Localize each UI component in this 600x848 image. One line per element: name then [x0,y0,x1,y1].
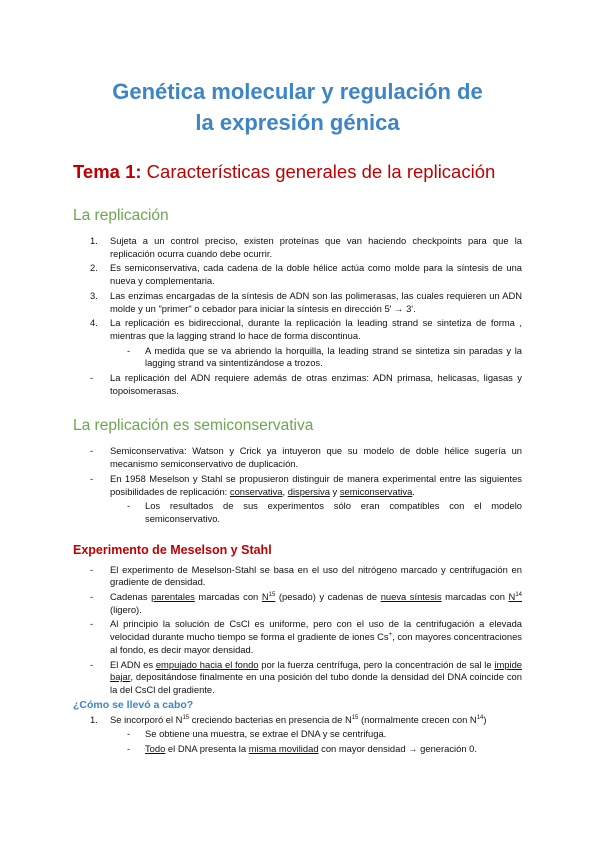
text-run: Se incorporó el N [110,713,183,725]
como-list [73,714,522,756]
dash-marker: - [90,563,94,575]
dash-marker: - [127,728,131,740]
list-item [73,564,522,589]
list-item-text: La replicación del ADN requiere además de otras enzimas: ADN primasa, helicasas, ligasas y topoisomerasas. [110,372,522,396]
document-title-line-2: la expresión génica [195,110,400,135]
list-item-text: Se obtiene una muestra, se extrae el DNA y se centrifuga. [145,728,387,740]
list-item [73,445,522,470]
section-heading-replicacion: La replicación [73,207,169,224]
text-run: , con mayores concentraciones al fondo, es decir mayor densidad. [110,631,522,655]
dash-marker: - [90,472,94,484]
sub-list-item [73,500,522,525]
underlined-term: semiconservativa [339,485,413,497]
text-run: y [329,485,340,497]
subsection-heading-meselson: Experimento de Meselson y Stahl [73,542,272,557]
text-run: por la fuerza centrífuga, pero la concentración de sal le [258,658,495,670]
subsection-heading-como: ¿Cómo se llevó a cabo? [73,698,194,711]
list-item [73,372,522,397]
text-run: ) [483,713,487,725]
text-run: (pesado) y cadenas de [275,591,381,603]
superscript: 15 [268,591,276,598]
text-run: El ADN es [110,658,156,670]
text-run: (normalmente crecen con N [358,713,477,725]
text-run: marcadas con [441,591,509,603]
document-title-line-1: Genética molecular y regulación de [112,79,483,104]
list-item-text: Es semiconservativa, cada cadena de la doble hélice actúa como molde para la síntesis de una nueva y complementaria. [110,262,522,287]
superscript: 15 [351,714,359,721]
text-run: N [261,591,269,603]
underlined-term: parentales [151,591,195,603]
dash-marker: - [90,658,94,670]
text-run: Al principio la solución de CsCl es uniforme, pero con el uso de la centrifugación a elevada velocidad durante mucho tiempo se forma el gradiente de iones Cs [110,618,522,643]
dash-marker: - [90,445,94,457]
chapter-label: Tema 1: [73,161,142,182]
list-number: 2. [90,262,98,274]
dash-marker: - [127,500,131,512]
chapter-title: Características generales de la replicación [141,161,496,182]
list-item-text: Semiconservativa: Watson y Crick ya intuyeron que su modelo de doble hélice sugería un mecanismo semiconservativo de duplicación. [110,445,522,470]
dash-marker: - [127,344,131,356]
list-number: 1. [90,235,98,246]
text-run: , depositándose finalmente en una posición del tubo donde la densidad del DNA coincide con la del CsCl del gradiente. [110,671,522,695]
list-item [73,591,522,616]
list-item [73,317,522,342]
underlined-term: Todo [145,743,166,755]
underlined-term: misma movilidad [248,743,319,755]
underlined-term [262,591,275,602]
list-item [73,618,522,656]
chapter-heading [73,159,522,184]
text-run: marcadas con [194,591,262,603]
underlined-term [509,591,522,602]
dash-marker: - [90,618,94,630]
sub-list-item [73,728,522,741]
superscript: 14 [476,714,484,721]
text-run: (ligero). [110,603,142,615]
list-item-text: Las enzimas encargadas de la síntesis de ADN son las polimerasas, las cuales requieren un ADN molde y un "primer" o cebador para iniciar la síntesis en dirección 5' → 3'. [110,289,522,314]
section-heading-semiconservativa: La replicación es semiconservativa [73,417,314,435]
underlined-term: empujado hacia el fondo [155,658,259,670]
dash-marker: - [127,743,131,755]
underlined-term: conservativa [229,485,283,497]
dash-marker: - [90,591,94,603]
superscript: 14 [515,591,523,598]
list-item-text: El experimento de Meselson-Stahl se basa en el uso del nitrógeno marcado y centrifugación en gradiente de densidad. [110,563,522,588]
list-item-text: Sujeta a un control preciso, existen proteínas que van haciendo checkpoints para que la replicación ocurra cuando debe ocurrir. [110,235,522,259]
list-number: 3. [90,289,98,301]
list-item [73,714,522,727]
document-title [73,0,522,138]
text-run: En 1958 Meselson y Stahl se propusieron distinguir de manera experimental entre las siguientes posibilidades de replicación: [110,472,522,497]
list-item-text: La replicación es bidireccional, durante la replicación la leading strand se sintetiza de forma , mientras que la lagging strand lo hace de forma discontinua. [110,317,522,341]
list-number: 1. [90,713,98,725]
meselson-list [73,564,522,697]
underlined-term: nueva síntesis [380,591,442,603]
semiconservativa-list [73,445,522,525]
list-item [73,659,522,697]
underlined-term: impide bajar [110,658,522,683]
list-item [73,262,522,287]
text-run: el DNA presenta la [165,743,249,755]
list-number: 4. [90,317,98,329]
text-run: . [412,485,415,497]
list-item [73,290,522,315]
list-item [73,235,522,260]
text-run: , [282,485,288,497]
list-item-text: A medida que se va abriendo la horquilla, la leading strand se sintetiza sin paradas y la lagging strand va sintentizándose a trozos. [145,344,522,369]
text-run: con mayor densidad → generación 0. [318,743,477,755]
text-run: Cadenas [110,591,152,603]
list-item [73,473,522,498]
superscript: 15 [182,714,190,721]
list-item-text: Los resultados de sus experimentos sólo eran compatibles con el modelo semiconservativo. [145,500,522,524]
dash-marker: - [90,372,94,384]
text-run: N [508,591,516,603]
sub-list-item [73,345,522,370]
replicacion-list [73,235,522,397]
superscript: + [388,632,393,639]
text-run: creciendo bacterias en presencia de N [189,713,352,725]
sub-list-item [73,743,522,756]
underlined-term: dispersiva [287,485,330,497]
